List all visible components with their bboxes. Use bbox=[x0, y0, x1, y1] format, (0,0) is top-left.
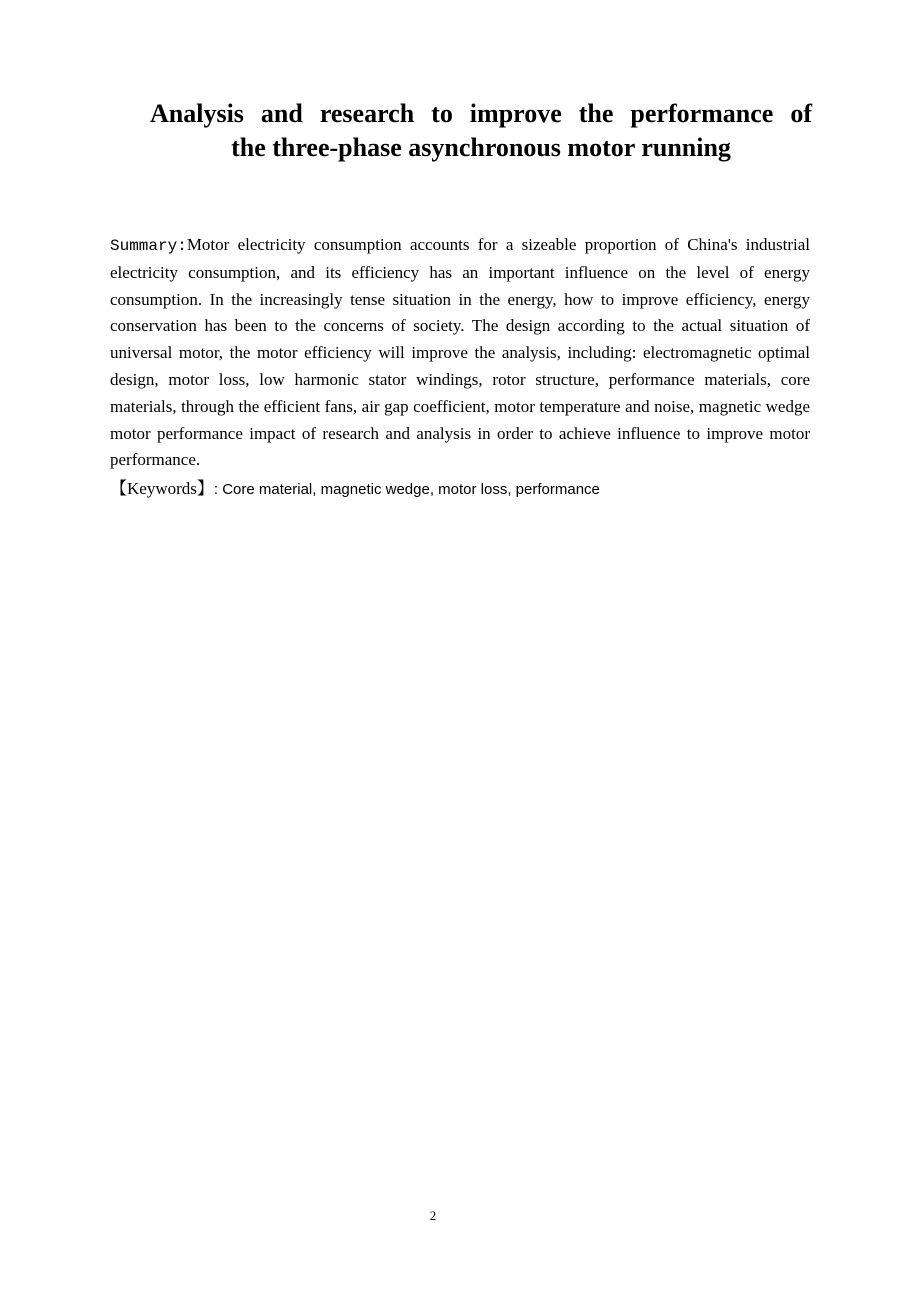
keywords-value: : Core material, magnetic wedge, motor loss, performance bbox=[213, 481, 600, 498]
page-number: 2 bbox=[429, 1208, 437, 1223]
keywords-label: 【Keywords】 bbox=[110, 479, 214, 498]
document-title bbox=[150, 97, 812, 165]
abstract-text: Motor electricity consumption accounts for a sizeable proportion of China's industrial electricity consumption, and its efficiency has an important influence on the level of energy consumption. In the increasingly tense situation in the energy, how to improve efficiency, energy conservation has been to the concerns of society. The design according to the actual situation of universal motor, the motor efficiency will improve the analysis, including: electromagnetic optimal design, motor loss, low harmonic stator windings, rotor structure, performance materials, core materials, through the efficient fans, air gap coefficient, motor temperature and noise, magnetic wedge motor performance impact of research and analysis in order to achieve influence to improve motor performance. bbox=[110, 235, 810, 470]
abstract-paragraph bbox=[110, 232, 810, 474]
title-line-1: Analysis and research to improve the performance of bbox=[150, 99, 812, 128]
title-line-2: the three-phase asynchronous motor running bbox=[231, 133, 731, 162]
keywords-line bbox=[110, 477, 810, 502]
abstract-label: Summary: bbox=[110, 237, 187, 255]
